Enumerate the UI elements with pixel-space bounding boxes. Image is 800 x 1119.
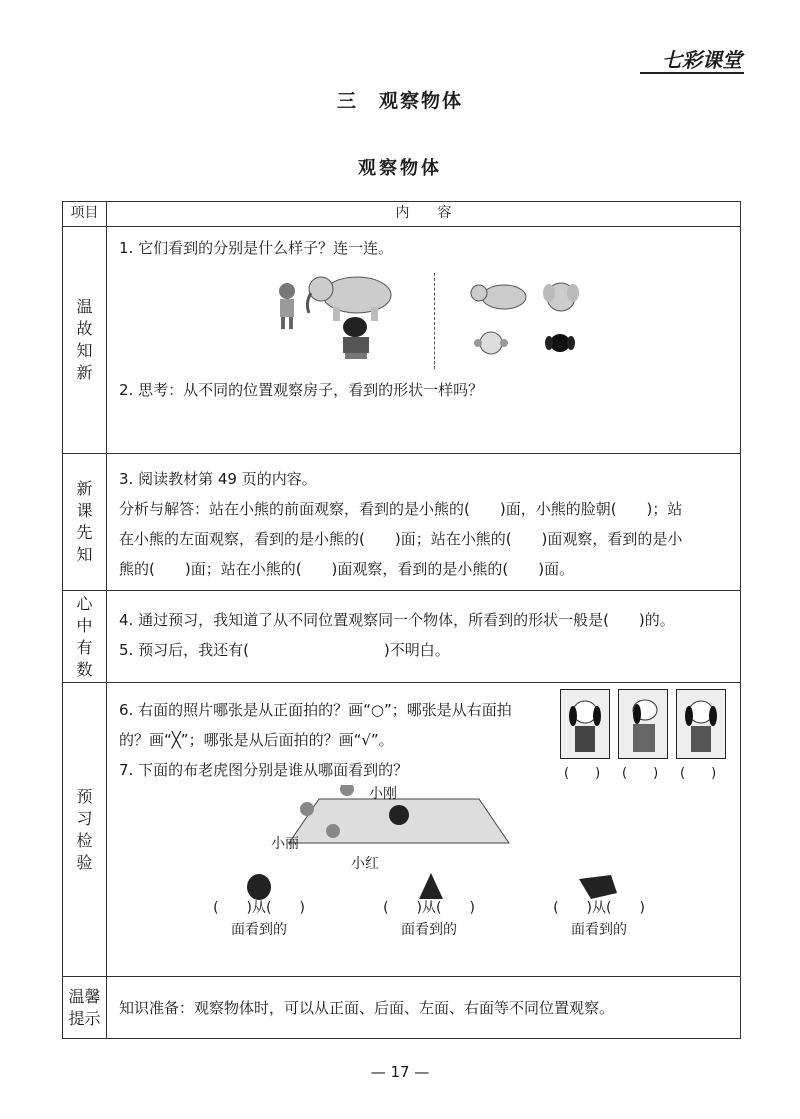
worksheet-table bbox=[62, 201, 741, 1039]
section-content bbox=[107, 683, 741, 977]
dog-photo-1 bbox=[560, 689, 610, 759]
question-4: 4. 通过预习，我知道了从不同位置观察同一个物体，所看到的形状一般是( )的。 bbox=[119, 611, 675, 629]
girl-figure bbox=[279, 283, 295, 329]
label-xiaohong: 小红 bbox=[351, 856, 379, 872]
elephant-side-view bbox=[471, 285, 526, 309]
girl-head-view bbox=[474, 332, 508, 354]
lesson-title: 观察物体 bbox=[358, 158, 442, 179]
page-number: — 17 — bbox=[370, 1063, 430, 1081]
brand-underline bbox=[640, 72, 744, 74]
question-5: 5. 预习后，我还有( )不明白。 bbox=[119, 641, 450, 659]
section-preview-test bbox=[63, 683, 741, 977]
section-label: 新 课 先 知 bbox=[63, 454, 107, 591]
label-xiaogang: 小刚 bbox=[369, 786, 397, 802]
answer-line: 分析与解答：站在小熊的前面观察，看到的是小熊的( )面，小熊的脸朝( )；站 bbox=[119, 500, 683, 518]
section-self-check bbox=[63, 591, 741, 683]
dog-photos bbox=[560, 689, 730, 779]
header-item: 项目 bbox=[63, 202, 107, 227]
tip-text: 知识准备：观察物体时，可以从正面、后面、左面、右面等不同位置观察。 bbox=[119, 998, 615, 1017]
section-label: 温 故 知 新 bbox=[63, 227, 107, 454]
section-content bbox=[107, 227, 741, 454]
section-label: 心 中 有 数 bbox=[63, 591, 107, 683]
elephant-figure bbox=[307, 277, 391, 321]
answer-2: ( )从( ) 面看到的 bbox=[383, 900, 475, 938]
question-2: 2. 思考：从不同的位置观察房子，看到的形状一样吗？ bbox=[119, 381, 484, 399]
section-label: 温馨 提示 bbox=[63, 977, 107, 1039]
question-6-cont: 的？画“╳”；哪张是从后面拍的？画“√”。 bbox=[119, 731, 394, 749]
question-7: 7. 下面的布老虎图分别是谁从哪面看到的？ bbox=[119, 761, 409, 779]
section-tips bbox=[63, 977, 741, 1039]
section-label: 预 习 检 验 bbox=[63, 683, 107, 977]
question-3: 3. 阅读教材第 49 页的内容。 bbox=[119, 470, 317, 488]
unit-title: 三 观察物体 bbox=[336, 90, 463, 112]
dog-photo-3 bbox=[676, 689, 726, 759]
question-6: 6. 右面的照片哪张是从正面拍的？画“○”；哪张是从右面拍 bbox=[119, 701, 512, 719]
table-header bbox=[63, 202, 741, 227]
tiger-scene bbox=[119, 785, 730, 872]
section-content bbox=[107, 454, 741, 591]
photo-blank-1: ( ) bbox=[564, 766, 601, 781]
tiger-answers bbox=[119, 863, 730, 938]
brand-logo: 七彩课堂 bbox=[662, 48, 742, 72]
answer-1: ( )从( ) 面看到的 bbox=[213, 900, 305, 938]
dog-photo-2 bbox=[618, 689, 668, 759]
question-1: 1. 它们看到的分别是什么样子？连一连。 bbox=[119, 239, 394, 257]
matching-illustration bbox=[119, 263, 739, 375]
header-content: 内 容 bbox=[107, 202, 741, 227]
elephant-front-view bbox=[543, 283, 579, 311]
section-content bbox=[107, 977, 741, 1039]
answer-line: 熊的( )面；站在小熊的( )面观察，看到的是小熊的( )面。 bbox=[119, 560, 575, 578]
matching-figure bbox=[119, 263, 730, 375]
section-new-lesson bbox=[63, 454, 741, 591]
section-review bbox=[63, 227, 741, 454]
dog-figure bbox=[343, 317, 369, 359]
scene-illustration bbox=[259, 785, 579, 863]
answer-3: ( )从( ) 面看到的 bbox=[553, 900, 645, 938]
dashed-divider bbox=[434, 273, 435, 369]
dog-head-view bbox=[545, 334, 575, 352]
label-xiaoli: 小丽 bbox=[271, 836, 299, 852]
photo-blank-3: ( ) bbox=[680, 766, 717, 781]
answer-line: 在小熊的左面观察，看到的是小熊的( )面；站在小熊的( )面观察，看到的是小 bbox=[119, 530, 683, 548]
photo-blank-2: ( ) bbox=[622, 766, 659, 781]
section-content bbox=[107, 591, 741, 683]
